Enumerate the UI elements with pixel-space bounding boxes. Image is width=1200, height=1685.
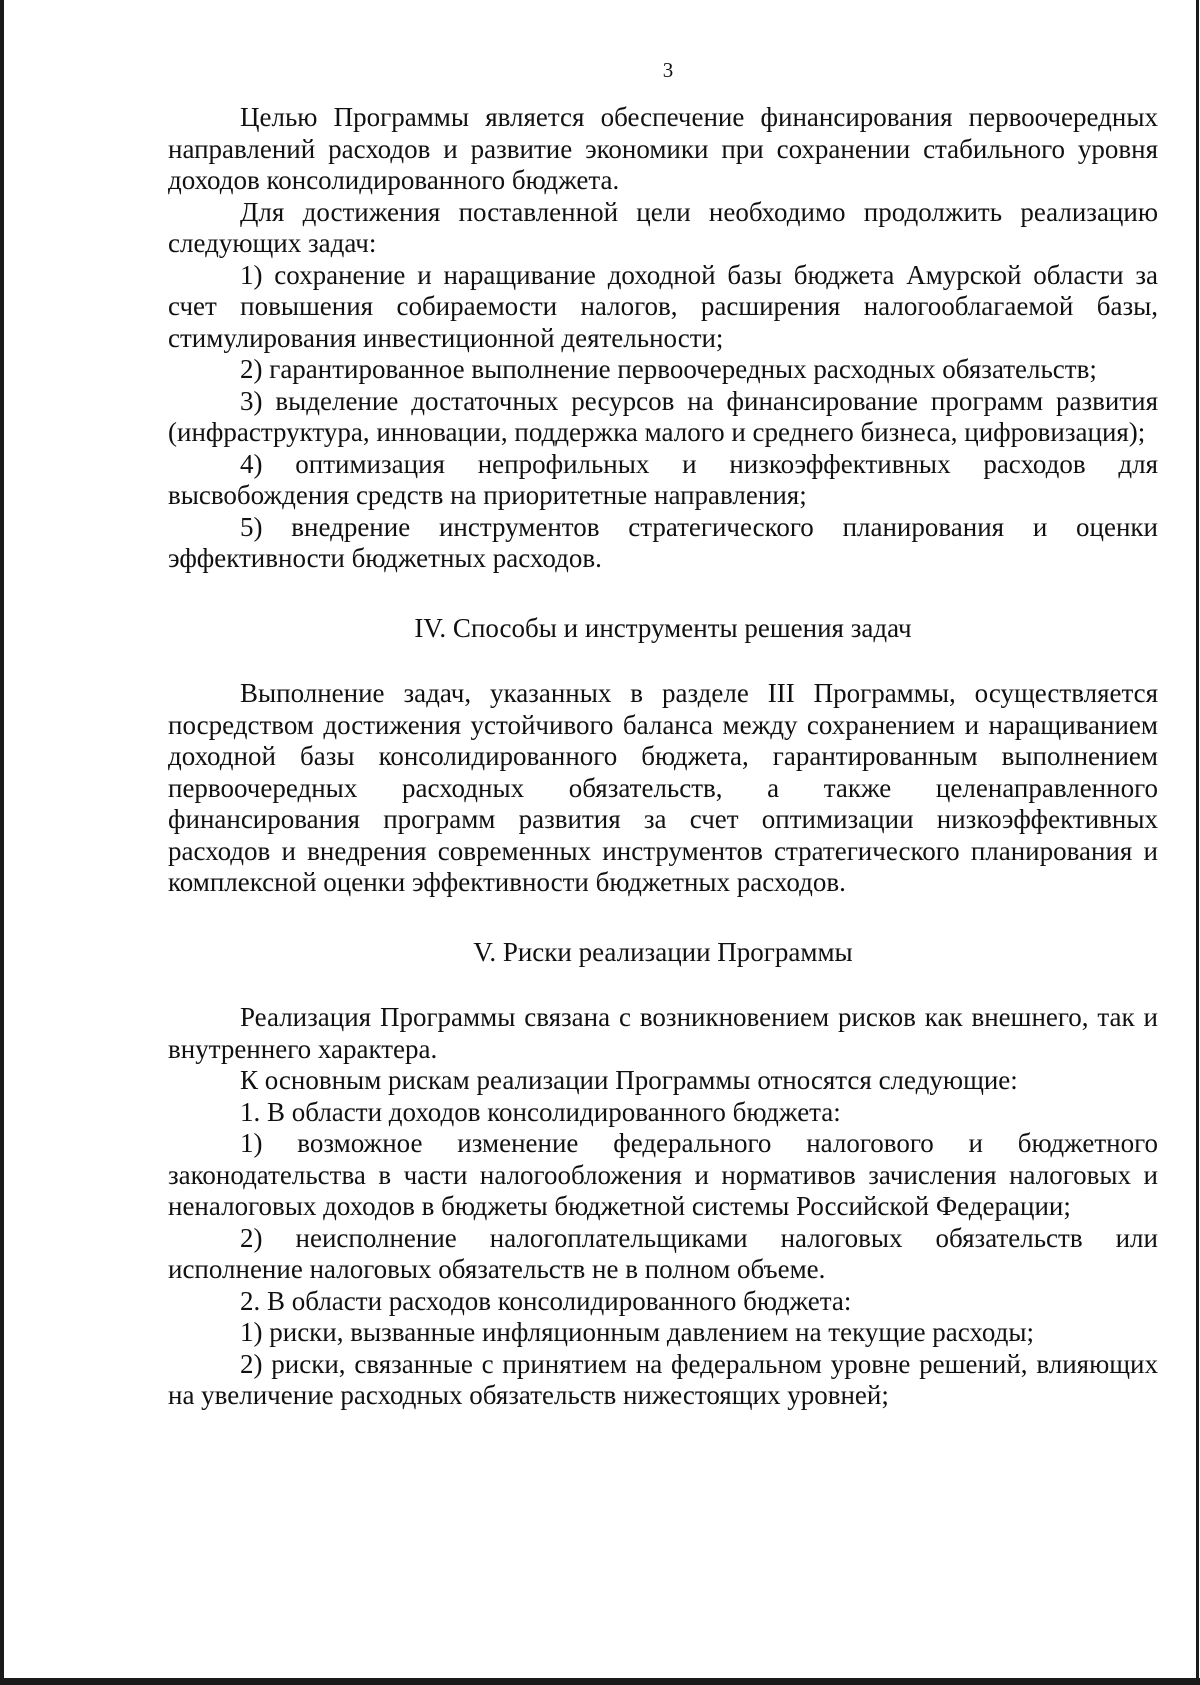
- list-item: 4) оптимизация непрофильных и низкоэффективных расходов для высвобождения средств на приоритетные направления;: [168, 448, 1158, 510]
- paragraph: Реализация Программы связана с возникновением рисков как внешнего, так и внутреннего характера.: [168, 1002, 1158, 1064]
- section-v-body: [168, 1002, 1158, 1412]
- list-item: 1) риски, вызванные инфляционным давлением на текущие расходы;: [240, 1317, 1034, 1347]
- list-item: 2) гарантированное выполнение первоочередных расходных обязательств;: [240, 354, 1097, 384]
- paragraph: Целью Программы является обеспечение финансирования первоочередных направлений расходов и развитие экономики при сохранении стабильного уровня доходов консолидированного бюджета.: [168, 102, 1158, 195]
- section-iii-body: [168, 102, 1158, 575]
- list-item: 2) риски, связанные с принятием на федеральном уровне решений, влияющих на увеличение расходных обязательств нижестоящих уровней;: [168, 1348, 1158, 1410]
- section-iv-body: [168, 678, 1158, 899]
- paragraph: Для достижения поставленной цели необходимо продолжить реализацию следующих задач:: [168, 196, 1158, 258]
- list-item: 1) сохранение и наращивание доходной базы бюджета Амурской области за счет повышения собираемости налогов, расширения налогооблагаемой базы, стимулирования инвестиционной деятельности;: [168, 259, 1158, 353]
- paragraph: К основным рискам реализации Программы относятся следующие:: [240, 1065, 1018, 1095]
- list-item: 3) выделение достаточных ресурсов на финансирование программ развития (инфраструктура, инновации, поддержка малого и среднего бизнеса, цифровизация);: [168, 385, 1158, 447]
- scan-border-bottom: [0, 1678, 1200, 1685]
- list-item: 5) внедрение инструментов стратегического планирования и оценки эффективности бюджетных расходов.: [168, 511, 1158, 573]
- section-iv-heading: IV. Способы и инструменты решения задач: [414, 612, 912, 643]
- list-item: 1) возможное изменение федерального налогового и бюджетного законодательства в части налогообложения и нормативов зачисления налоговых и неналоговых доходов в бюджеты бюджетной системы Российской Федерации;: [168, 1128, 1158, 1221]
- scan-border-left: [0, 0, 4, 1685]
- section-v-heading: V. Риски реализации Программы: [473, 936, 853, 967]
- list-item: 2) неисполнение налогоплательщиками налоговых обязательств или исполнение налоговых обязательств не в полном объеме.: [168, 1222, 1158, 1284]
- document-page: [168, 56, 1158, 1412]
- paragraph: Выполнение задач, указанных в разделе III Программы, осуществляется посредством достижения устойчивого баланса между сохранением и наращиванием доходной базы консолидированного бюджета, гарантированным выполнением первоочередных расходных обязательств, а также целенаправленного финансирования программ развития за счет оптимизации низкоэффективных расходов и внедрения современных инструментов стратегического планирования и комплексной оценки эффективности бюджетных расходов.: [168, 678, 1158, 897]
- scan-border-right: [1196, 0, 1199, 1685]
- list-item: 1. В области доходов консолидированного бюджета:: [240, 1096, 841, 1127]
- page-number: 3: [662, 58, 674, 82]
- list-item: 2. В области расходов консолидированного бюджета:: [240, 1285, 852, 1316]
